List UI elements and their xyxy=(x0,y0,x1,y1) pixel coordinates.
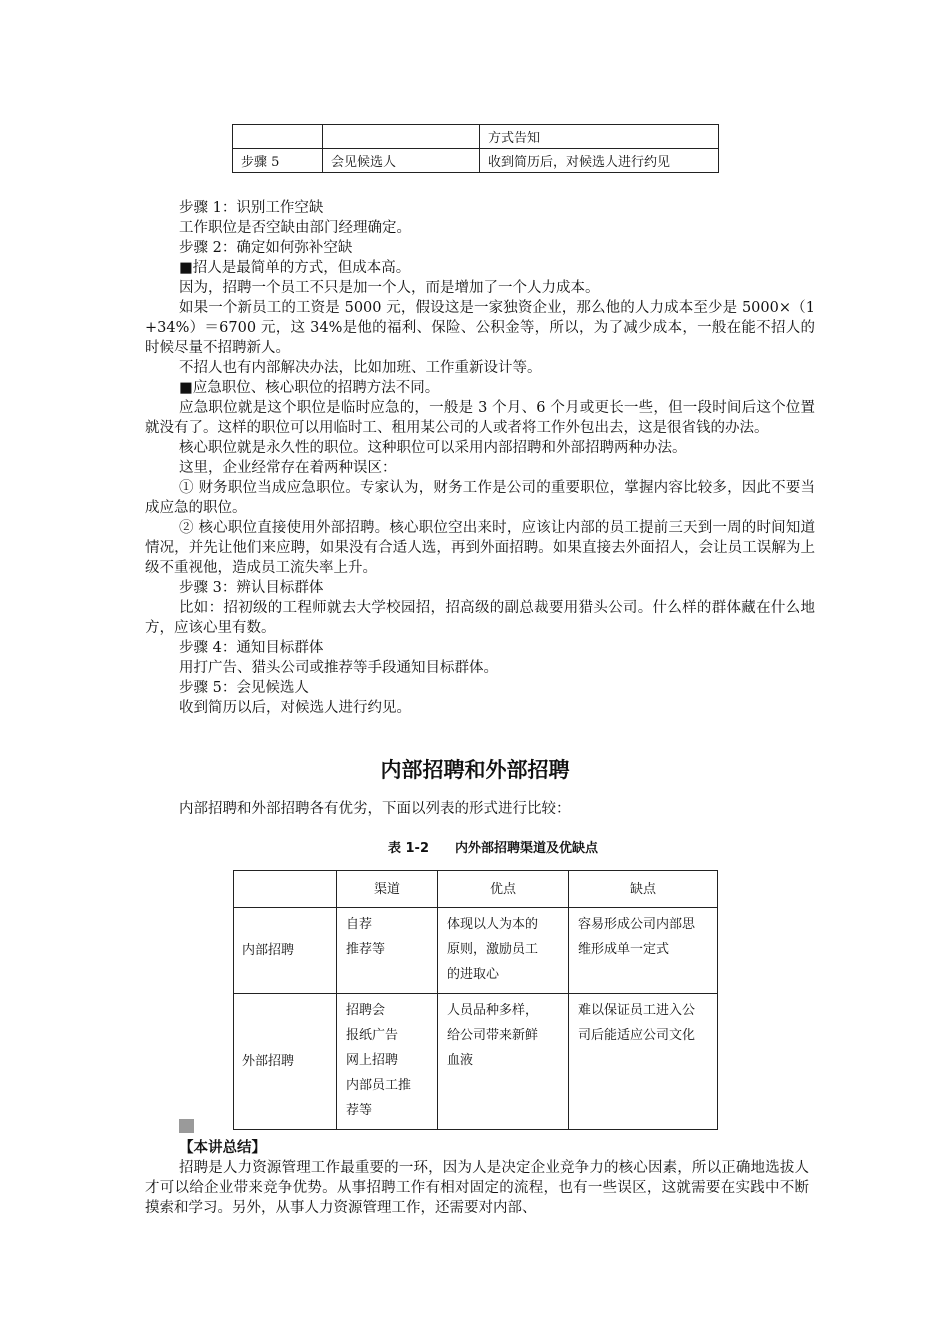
pros-cell xyxy=(438,994,569,1130)
cell-line: 网上招聘 xyxy=(346,1053,399,1068)
table-cell: 会见候选人 xyxy=(323,149,480,173)
paragraph: 因为，招聘一个员工不只是加一个人，而是增加了一个人力成本。 xyxy=(179,280,600,296)
pros-cell xyxy=(438,908,569,994)
cell-line: 推荐等 xyxy=(346,942,386,957)
recruitment-steps-table-fragment xyxy=(232,124,719,173)
section-title: 内部招聘和外部招聘 xyxy=(380,758,570,782)
paragraph: 步骤 4：通知目标群体 xyxy=(179,640,324,656)
cell-line: 招聘会 xyxy=(346,1003,386,1018)
cell-line: 难以保证员工进入公 xyxy=(578,1003,696,1018)
recruitment-comparison-table xyxy=(233,870,718,1130)
table-row xyxy=(234,908,718,994)
table-caption-number: 表 1-2 xyxy=(387,841,429,856)
paragraph: ② 核心职位直接使用外部招聘。核心职位空出来时，应该让内部的员工提前三天到一周的时间知道情况，并先让他们来应聘，如果没有合适人选，再到外面招聘。如果直接去外面招人，会让员工误解为上级不重视他，造成员工流失率上升。 xyxy=(145,520,815,576)
summary-heading: 【本讲总结】 xyxy=(179,1140,266,1156)
section-intro: 内部招聘和外部招聘各有优劣，下面以列表的形式进行比较： xyxy=(179,801,571,817)
cons-cell xyxy=(569,994,718,1130)
row-label: 内部招聘 xyxy=(234,908,337,994)
table-cell: 步骤 5 xyxy=(233,149,323,173)
paragraph: 核心职位就是永久性的职位。这种职位可以采用内部招聘和外部招聘两种办法。 xyxy=(179,440,687,456)
cons-cell xyxy=(569,908,718,994)
cell-line: 原则，激励员工 xyxy=(447,942,539,957)
cell-line: 报纸广告 xyxy=(346,1028,399,1043)
summary-text xyxy=(145,1158,809,1218)
paragraph: 步骤 1：识别工作空缺 xyxy=(179,200,324,216)
paragraph: 收到简历以后，对候选人进行约见。 xyxy=(179,700,411,716)
column-header: 渠道 xyxy=(337,871,438,908)
channels-cell xyxy=(337,908,438,994)
body-text xyxy=(145,198,815,718)
table-cell: 方式告知 xyxy=(480,125,719,149)
table-header-row xyxy=(234,871,718,908)
gray-square-marker xyxy=(179,1119,194,1133)
paragraph: ■应急职位、核心职位的招聘方法不同。 xyxy=(179,380,440,396)
paragraph: 步骤 5：会见候选人 xyxy=(179,680,309,696)
table-cell xyxy=(233,125,323,149)
table-caption-title: 内外部招聘渠道及优缺点 xyxy=(455,841,599,856)
cell-line: 维形成单一定式 xyxy=(578,942,670,957)
table-row xyxy=(233,149,719,173)
cell-line: 内部员工推 xyxy=(346,1078,412,1093)
paragraph: 步骤 3：辨认目标群体 xyxy=(179,580,324,596)
paragraph: 不招人也有内部解决办法，比如加班、工作重新设计等。 xyxy=(179,360,542,376)
column-header: 优点 xyxy=(438,871,569,908)
table-cell: 收到简历后，对候选人进行约见 xyxy=(480,149,719,173)
cell-line: 给公司带来新鲜 xyxy=(447,1028,539,1043)
cell-line: 司后能适应公司文化 xyxy=(578,1028,696,1043)
paragraph: 用打广告、猎头公司或推荐等手段通知目标群体。 xyxy=(179,660,498,676)
cell-line: 的进取心 xyxy=(447,967,500,982)
table-cell xyxy=(323,125,480,149)
paragraph: 如果一个新员工的工资是 5000 元，假设这是一家独资企业，那么他的人力成本至少是 5000×（1+34%）＝6700 元，这 34%是他的福利、保险、公积金等，所以，为了减少成本，一般在能不招人的时候尽量不招聘新人。 xyxy=(145,300,815,356)
table-caption xyxy=(0,837,950,856)
cell-line: 自荐 xyxy=(346,917,373,932)
table-row xyxy=(233,125,719,149)
paragraph: ① 财务职位当成应急职位。专家认为，财务工作是公司的重要职位，掌握内容比较多，因此不要当成应急的职位。 xyxy=(145,480,815,516)
paragraph: 这里，企业经常存在着两种误区： xyxy=(179,460,397,476)
column-header: 缺点 xyxy=(569,871,718,908)
cell-line: 荐等 xyxy=(346,1103,373,1118)
paragraph: 比如：招初级的工程师就去大学校园招，招高级的副总裁要用猎头公司。什么样的群体藏在什么地方，应该心里有数。 xyxy=(145,600,815,636)
paragraph: ■招人是最简单的方式，但成本高。 xyxy=(179,260,411,276)
column-header xyxy=(234,871,337,908)
cell-line: 容易形成公司内部思 xyxy=(578,917,696,932)
row-label: 外部招聘 xyxy=(234,994,337,1130)
paragraph: 步骤 2：确定如何弥补空缺 xyxy=(179,240,353,256)
table-row xyxy=(234,994,718,1130)
channels-cell xyxy=(337,994,438,1130)
paragraph: 招聘是人力资源管理工作最重要的一环，因为人是决定企业竞争力的核心因素，所以正确地选拔人才可以给企业带来竞争优势。从事招聘工作有相对固定的流程，也有一些误区，这就需要在实践中不断摸索和学习。另外，从事人力资源管理工作，还需要对内部、 xyxy=(145,1160,809,1216)
paragraph: 应急职位就是这个职位是临时应急的，一般是 3 个月、6 个月或更长一些，但一段时间后这个位置就没有了。这样的职位可以用临时工、租用某公司的人或者将工作外包出去，这是很省钱的办法。 xyxy=(145,400,815,436)
cell-line: 体现以人为本的 xyxy=(447,917,539,932)
cell-line: 人员品种多样， xyxy=(447,1003,539,1018)
cell-line: 血液 xyxy=(447,1053,474,1068)
paragraph: 工作职位是否空缺由部门经理确定。 xyxy=(179,220,411,236)
